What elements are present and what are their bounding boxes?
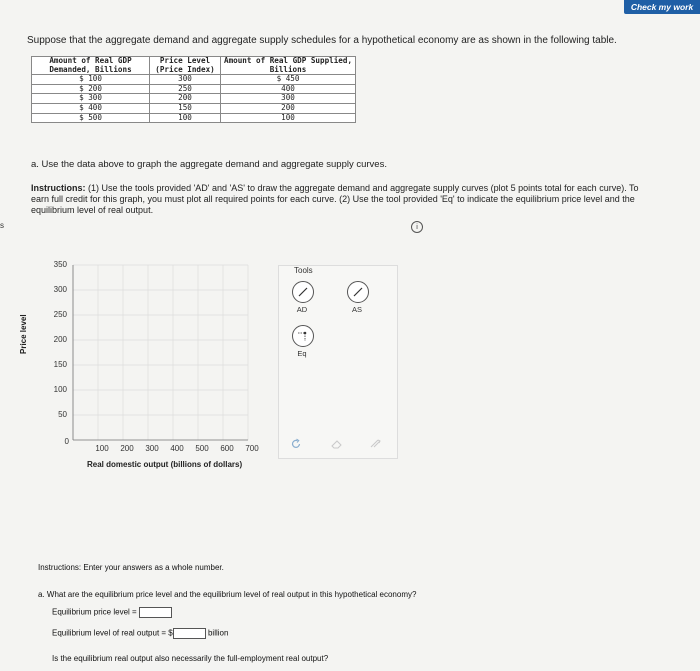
tools-panel xyxy=(278,265,398,459)
intro-text: Suppose that the aggregate demand and aggregate supply schedules for a hypothetical economy are as shown in the following table. xyxy=(27,35,617,46)
table-cell: 200 xyxy=(221,103,356,113)
question-full-employment: Is the equilibrium real output also necessarily the full-employment real output? xyxy=(52,654,329,663)
table-cell: 100 xyxy=(150,113,221,123)
x-tick-label: 600 xyxy=(220,444,234,453)
y-tick-label: 50 xyxy=(58,410,67,419)
table-cell: $ 200 xyxy=(32,84,150,94)
y-tick-label: 350 xyxy=(53,260,67,269)
x-tick-label: 500 xyxy=(195,444,209,453)
info-icon[interactable]: i xyxy=(411,221,423,233)
part-a-text: a. Use the data above to graph the aggregate demand and aggregate supply curves. xyxy=(31,159,387,170)
table-cell: $ 450 xyxy=(221,75,356,85)
eq-output-row xyxy=(52,628,228,639)
x-tick-label: 700 xyxy=(245,444,259,453)
y-tick-label: 300 xyxy=(53,285,67,294)
as-tool-button[interactable] xyxy=(347,281,369,303)
eq-price-label: Equilibrium price level = xyxy=(52,607,137,617)
y-tick-label: 200 xyxy=(53,335,67,344)
table-cell: 300 xyxy=(150,75,221,85)
table-cell: 200 xyxy=(150,94,221,104)
ad-tool-label: AD xyxy=(296,305,308,314)
x-tick-label: 400 xyxy=(170,444,184,453)
eq-price-row xyxy=(52,607,172,618)
col-header-demanded: Amount of Real GDP Demanded, Billions xyxy=(32,57,150,75)
table-cell: $ 500 xyxy=(32,113,150,123)
col-header-price: Price Level (Price Index) xyxy=(150,57,221,75)
eq-tool-label: Eq xyxy=(297,349,307,358)
table-cell: 250 xyxy=(150,84,221,94)
line-tool-icon xyxy=(297,286,309,298)
table-cell: 100 xyxy=(221,113,356,123)
answer-instructions: Instructions: Enter your answers as a whole number. xyxy=(38,563,224,572)
check-my-work-button[interactable]: Check my work xyxy=(624,0,700,14)
clear-icon[interactable] xyxy=(369,438,383,450)
instructions-text: (1) Use the tools provided 'AD' and 'AS' to draw the aggregate demand and aggregate supply curves (plot 5 points total for each curve). To earn full credit for this graph, you must plot all required points for each curve. (2) Use the tool provided 'Eq' to indicate the equilibrium price level and the equilibrium level of real output. xyxy=(31,183,639,215)
line-tool-icon xyxy=(352,286,364,298)
x-tick-label: 200 xyxy=(120,444,134,453)
col-header-supplied: Amount of Real GDP Supplied, Billions xyxy=(221,57,356,75)
table-cell: 150 xyxy=(150,103,221,113)
table-cell: $ 300 xyxy=(32,94,150,104)
table-cell: 300 xyxy=(221,94,356,104)
as-tool-label: AS xyxy=(351,305,362,314)
y-tick-label: 150 xyxy=(53,360,67,369)
y-tick-label: 250 xyxy=(53,310,67,319)
table-cell: $ 400 xyxy=(32,103,150,113)
reset-icon[interactable] xyxy=(290,438,302,450)
eq-output-unit: billion xyxy=(207,628,229,638)
tools-title: Tools xyxy=(294,266,313,275)
eraser-icon[interactable] xyxy=(330,438,344,450)
table-cell: $ 100 xyxy=(32,75,150,85)
ad-tool-button[interactable] xyxy=(292,281,314,303)
eq-price-input[interactable] xyxy=(139,607,172,618)
x-axis-label: Real domestic output (billions of dollars) xyxy=(87,460,243,469)
instructions-label: Instructions: xyxy=(31,183,86,193)
question-a: a. What are the equilibrium price level and the equilibrium level of real output in this hypothetical economy? xyxy=(38,590,417,599)
table-cell: 400 xyxy=(221,84,356,94)
x-tick-label: 300 xyxy=(145,444,159,453)
x-tick-label: 100 xyxy=(95,444,109,453)
eq-tool-button[interactable] xyxy=(292,325,314,347)
y-axis-label: Price level xyxy=(19,314,28,354)
y-tick-label: 0 xyxy=(64,437,69,446)
side-letter: s xyxy=(0,221,4,230)
eq-output-label: Equilibrium level of real output = $ xyxy=(52,628,173,638)
grid xyxy=(73,265,248,440)
y-tick-label: 100 xyxy=(53,385,67,394)
eq-output-input[interactable] xyxy=(173,628,206,639)
equilibrium-point-icon xyxy=(297,330,309,342)
